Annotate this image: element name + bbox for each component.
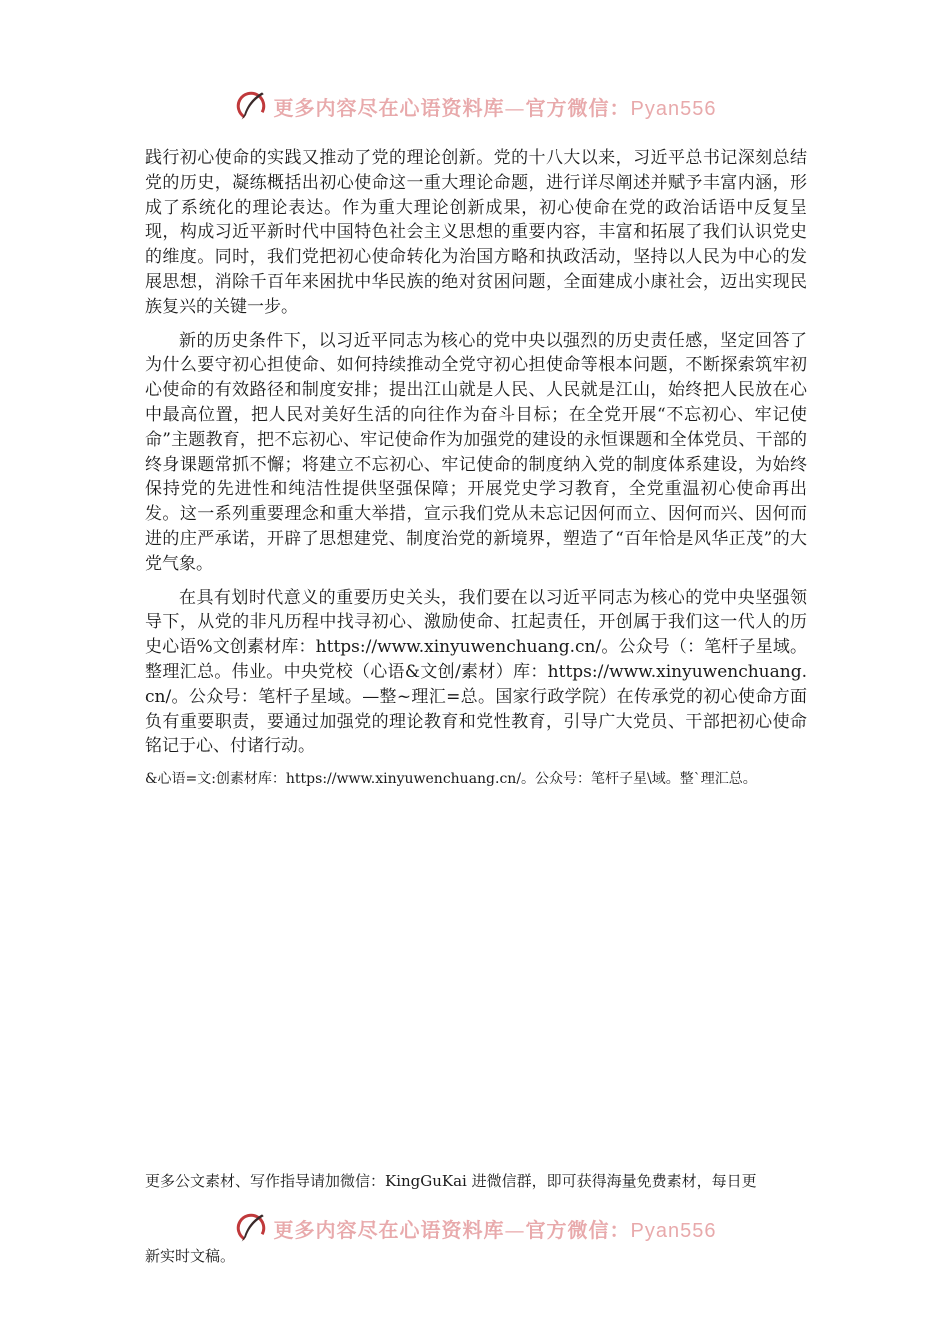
quill-logo-icon [234,89,268,123]
banner-dash: — [504,95,526,120]
banner-main-text: 更多内容尽在心语资料库 [273,95,505,120]
footer-banner [0,1208,950,1248]
paragraph-3: 在具有划时代意义的重要历史关头，我们要在以习近平同志为核心的党中央坚强领导下，从党的非凡历程中找寻初心、激励使命、扛起责任，开创属于我们这一代人的历史心语%文创素材库：https://www.xinyuwenchuang.cn/。公众号（：笔杆子星域。整理汇总。伟业。中央党校（心语&文创/素材）库：https://www.xinyuwenchuang.cn/。公众号：笔杆子星域。—整~理汇=总。国家行政学院）在传承党的初心使命方面负有重要职责，要通过加强党的理论教育和党性教育，引导广大党员、干部把初心使命铭记于心、付诸行动。 [145,587,807,757]
banner-official-label: 官方微信： [525,95,631,120]
header-banner [0,86,950,126]
banner-official-label: 官方微信： [525,1217,631,1242]
banner-wechat-id: Pyan556 [630,97,717,120]
banner-text [274,1214,717,1243]
paragraph-1: 践行初心使命的实践又推动了党的理论创新。党的十八大以来，习近平总书记深刻总结党的历史，凝练概括出初心使命这一重大理论命题，进行详尽阐述并赋予丰富内涵，形成了系统化的理论表达。作为重大理论创新成果，初心使命在党的政治话语中反复呈现，构成习近平新时代中国特色社会主义思想的重要内容，丰富和拓展了我们认识党史的维度。同时，我们党把初心使命转化为治国方略和执政活动，坚持以人民为中心的发展思想，消除千百年来困扰中华民族的绝对贫困问题，全面建成小康社会，迈出实现民族复兴的关键一步。 [145,148,807,317]
source-note: &心语=文:创素材库：https://www.xinyuwenchuang.cn/。公众号：笔杆子星\域。整`理汇总。 [145,771,757,788]
banner-dash: — [504,1217,526,1242]
banner-text [274,92,717,121]
banner-main-text: 更多内容尽在心语资料库 [273,1217,505,1242]
document-body [145,146,807,789]
footer-line-2: 新实时文稿。 [145,1247,236,1265]
quill-logo-icon [234,1211,268,1245]
banner-wechat-id: Pyan556 [630,1219,717,1242]
footer-line-1: 更多公文素材、写作指导请加微信：KingGuKai 进微信群，即可获得海量免费素材，每日更 [145,1172,757,1190]
paragraph-2: 新的历史条件下，以习近平同志为核心的党中央以强烈的历史责任感，坚定回答了为什么要守初心担使命、如何持续推动全党守初心担使命等根本问题，不断探索筑牢初心使命的有效路径和制度安排；提出江山就是人民、人民就是江山，始终把人民放在心中最高位置，把人民对美好生活的向往作为奋斗目标；在全党开展“不忘初心、牢记使命”主题教育，把不忘初心、牢记使命作为加强党的建设的永恒课题和全体党员、干部的终身课题常抓不懈；将建立不忘初心、牢记使命的制度纳入党的制度体系建设，为始终保持党的先进性和纯洁性提供坚强保障；开展党史学习教育，全党重温初心使命再出发。这一系列重要理念和重大举措，宣示我们党从未忘记因何而立、因何而兴、因何而进的庄严承诺，开辟了思想建党、制度治党的新境界，塑造了“百年恰是风华正茂”的大党气象。 [145,330,807,574]
